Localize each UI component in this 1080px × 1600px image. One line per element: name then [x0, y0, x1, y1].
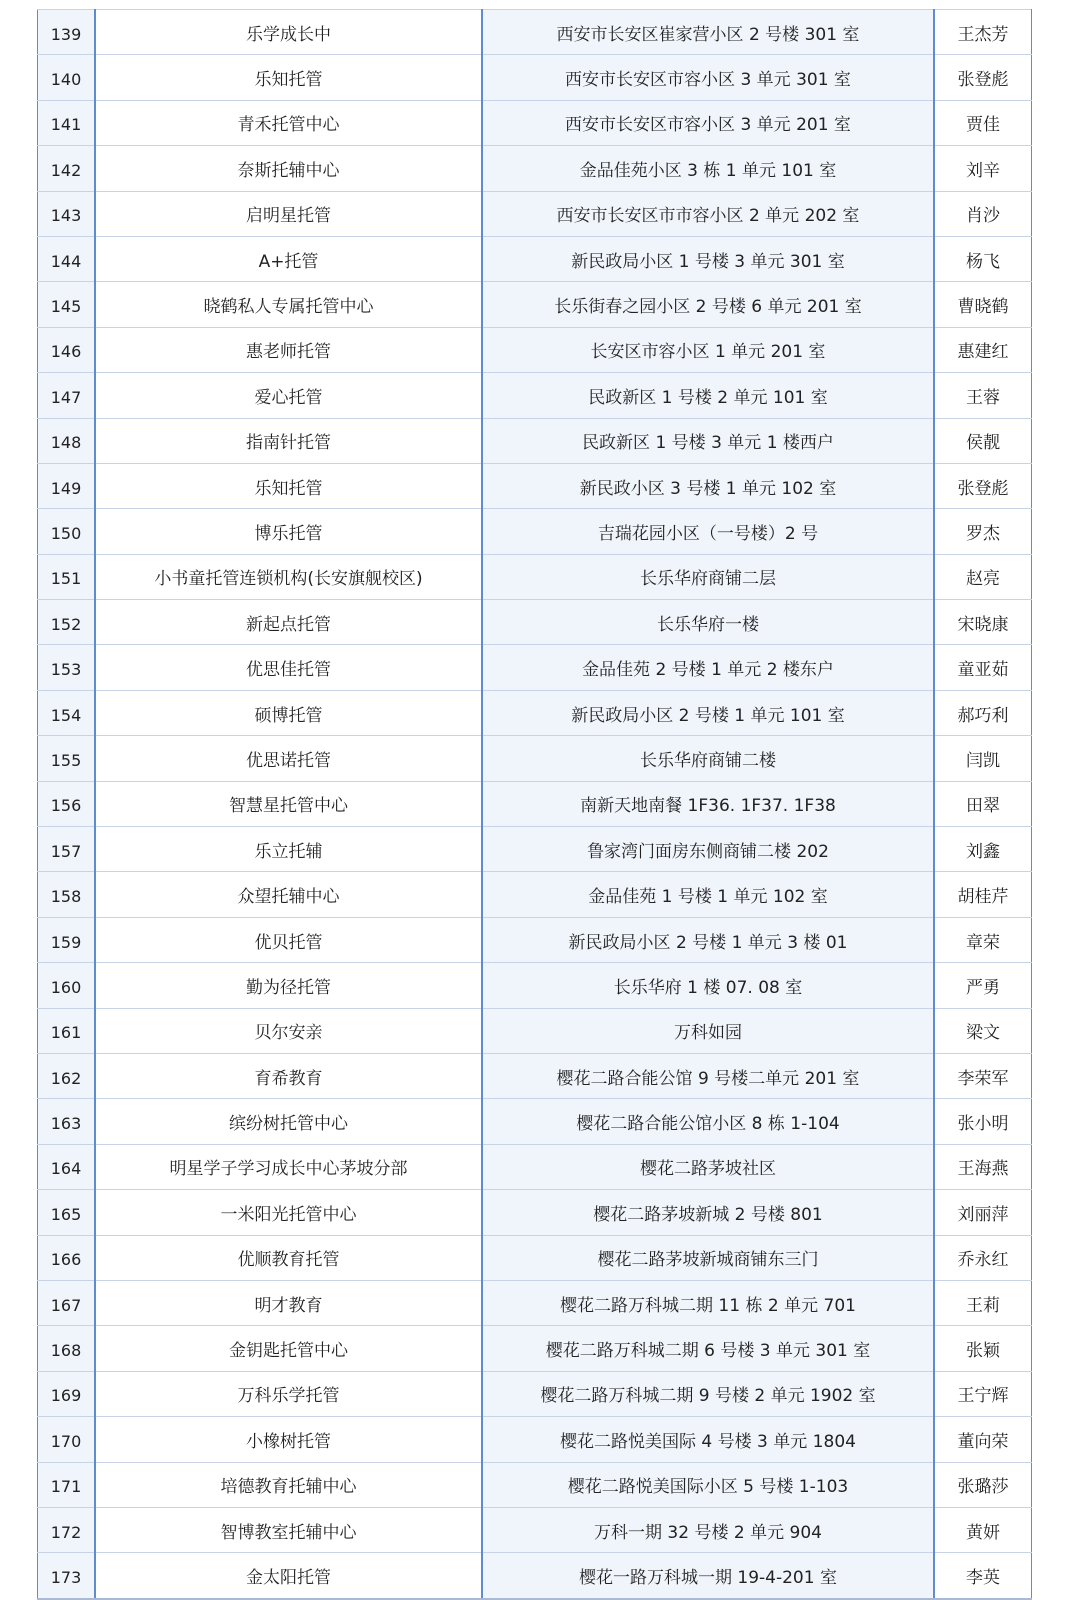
- contact-person-cell: 惠建红: [934, 327, 1032, 372]
- address-cell: 新民政局小区 2 号楼 1 单元 3 楼 01: [482, 917, 934, 962]
- table-row: [38, 1280, 1032, 1325]
- table-row: [38, 1008, 1032, 1053]
- contact-person-cell: 张颖: [934, 1326, 1032, 1371]
- table-row: [38, 1190, 1032, 1235]
- table-row: [38, 1053, 1032, 1098]
- address-cell: 长乐街春之园小区 2 号楼 6 单元 201 室: [482, 282, 934, 327]
- row-number-cell: 153: [38, 645, 96, 690]
- row-number-cell: 144: [38, 236, 96, 281]
- institution-name-cell: 奈斯托辅中心: [95, 146, 482, 191]
- contact-person-cell: 闫凯: [934, 736, 1032, 781]
- table-row: [38, 236, 1032, 281]
- address-cell: 长乐华府 1 楼 07. 08 室: [482, 963, 934, 1008]
- address-cell: 万科一期 32 号楼 2 单元 904: [482, 1507, 934, 1552]
- contact-person-cell: 刘丽萍: [934, 1190, 1032, 1235]
- table-row: [38, 1507, 1032, 1552]
- table-row: [38, 1099, 1032, 1144]
- row-number-cell: 161: [38, 1008, 96, 1053]
- row-number-cell: 148: [38, 418, 96, 463]
- row-number-cell: 149: [38, 463, 96, 508]
- table-row: [38, 1144, 1032, 1189]
- row-number-cell: 145: [38, 282, 96, 327]
- institution-name-cell: 智慧星托管中心: [95, 781, 482, 826]
- institution-name-cell: 启明星托管: [95, 191, 482, 236]
- address-cell: 新民政局小区 2 号楼 1 单元 101 室: [482, 690, 934, 735]
- institution-name-cell: 明星学子学习成长中心茅坡分部: [95, 1144, 482, 1189]
- contact-person-cell: 严勇: [934, 963, 1032, 1008]
- row-number-cell: 139: [38, 10, 96, 55]
- institution-name-cell: 新起点托管: [95, 600, 482, 645]
- table-row: [38, 191, 1032, 236]
- institution-name-cell: 万科乐学托管: [95, 1371, 482, 1416]
- institution-name-cell: 硕博托管: [95, 690, 482, 735]
- institution-name-cell: 博乐托管: [95, 509, 482, 554]
- address-cell: 南新天地南餐 1F36. 1F37. 1F38: [482, 781, 934, 826]
- row-number-cell: 146: [38, 327, 96, 372]
- table-row: [38, 827, 1032, 872]
- row-number-cell: 157: [38, 827, 96, 872]
- contact-person-cell: 梁文: [934, 1008, 1032, 1053]
- address-cell: 樱花二路茅坡新城 2 号楼 801: [482, 1190, 934, 1235]
- row-number-cell: 173: [38, 1553, 96, 1599]
- table-row: [38, 55, 1032, 100]
- contact-person-cell: 董向荣: [934, 1417, 1032, 1462]
- table-row: [38, 10, 1032, 55]
- institution-name-cell: 优思佳托管: [95, 645, 482, 690]
- address-cell: 鲁家湾门面房东侧商铺二楼 202: [482, 827, 934, 872]
- table-row: [38, 600, 1032, 645]
- table-row: [38, 554, 1032, 599]
- row-number-cell: 172: [38, 1507, 96, 1552]
- address-cell: 樱花二路万科城二期 9 号楼 2 单元 1902 室: [482, 1371, 934, 1416]
- row-number-cell: 168: [38, 1326, 96, 1371]
- table-row: [38, 736, 1032, 781]
- contact-person-cell: 贾佳: [934, 100, 1032, 145]
- institution-name-cell: 乐知托管: [95, 55, 482, 100]
- institution-name-cell: 优顺教育托管: [95, 1235, 482, 1280]
- address-cell: 民政新区 1 号楼 3 单元 1 楼西户: [482, 418, 934, 463]
- address-cell: 新民政小区 3 号楼 1 单元 102 室: [482, 463, 934, 508]
- table-row: [38, 1371, 1032, 1416]
- row-number-cell: 169: [38, 1371, 96, 1416]
- address-cell: 樱花二路悦美国际 4 号楼 3 单元 1804: [482, 1417, 934, 1462]
- institution-name-cell: 爱心托管: [95, 373, 482, 418]
- table-row: [38, 781, 1032, 826]
- address-cell: 金品佳苑 2 号楼 1 单元 2 楼东户: [482, 645, 934, 690]
- contact-person-cell: 李荣军: [934, 1053, 1032, 1098]
- contact-person-cell: 刘辛: [934, 146, 1032, 191]
- contact-person-cell: 王海燕: [934, 1144, 1032, 1189]
- institution-name-cell: 指南针托管: [95, 418, 482, 463]
- table-row: [38, 963, 1032, 1008]
- contact-person-cell: 王莉: [934, 1280, 1032, 1325]
- address-cell: 西安市长安区市容小区 3 单元 201 室: [482, 100, 934, 145]
- institution-name-cell: 智博教室托辅中心: [95, 1507, 482, 1552]
- institution-name-cell: 培德教育托辅中心: [95, 1462, 482, 1507]
- address-cell: 西安市长安区崔家营小区 2 号楼 301 室: [482, 10, 934, 55]
- contact-person-cell: 胡桂芹: [934, 872, 1032, 917]
- contact-person-cell: 郝巧利: [934, 690, 1032, 735]
- contact-person-cell: 王杰芳: [934, 10, 1032, 55]
- institution-name-cell: 乐立托辅: [95, 827, 482, 872]
- table-row: [38, 509, 1032, 554]
- contact-person-cell: 张登彪: [934, 55, 1032, 100]
- address-cell: 樱花二路茅坡社区: [482, 1144, 934, 1189]
- institution-name-cell: 惠老师托管: [95, 327, 482, 372]
- address-cell: 长乐华府商铺二层: [482, 554, 934, 599]
- contact-person-cell: 肖沙: [934, 191, 1032, 236]
- contact-person-cell: 刘鑫: [934, 827, 1032, 872]
- contact-person-cell: 杨飞: [934, 236, 1032, 281]
- institution-name-cell: 优贝托管: [95, 917, 482, 962]
- address-cell: 金品佳苑小区 3 栋 1 单元 101 室: [482, 146, 934, 191]
- table-row: [38, 146, 1032, 191]
- address-cell: 金品佳苑 1 号楼 1 单元 102 室: [482, 872, 934, 917]
- contact-person-cell: 李英: [934, 1553, 1032, 1599]
- address-cell: 樱花二路万科城二期 6 号楼 3 单元 301 室: [482, 1326, 934, 1371]
- row-number-cell: 171: [38, 1462, 96, 1507]
- row-number-cell: 143: [38, 191, 96, 236]
- table-row: [38, 282, 1032, 327]
- row-number-cell: 170: [38, 1417, 96, 1462]
- row-number-cell: 166: [38, 1235, 96, 1280]
- contact-person-cell: 黄妍: [934, 1507, 1032, 1552]
- address-cell: 万科如园: [482, 1008, 934, 1053]
- table-row: [38, 373, 1032, 418]
- row-number-cell: 141: [38, 100, 96, 145]
- address-cell: 樱花二路合能公馆小区 8 栋 1-104: [482, 1099, 934, 1144]
- institution-name-cell: 优思诺托管: [95, 736, 482, 781]
- row-number-cell: 158: [38, 872, 96, 917]
- institution-name-cell: 小橡树托管: [95, 1417, 482, 1462]
- address-cell: 西安市长安区市容小区 3 单元 301 室: [482, 55, 934, 100]
- row-number-cell: 147: [38, 373, 96, 418]
- address-cell: 吉瑞花园小区（一号楼）2 号: [482, 509, 934, 554]
- contact-person-cell: 曹晓鹤: [934, 282, 1032, 327]
- institution-name-cell: 一米阳光托管中心: [95, 1190, 482, 1235]
- row-number-cell: 165: [38, 1190, 96, 1235]
- table-row: [38, 1462, 1032, 1507]
- address-cell: 樱花一路万科城一期 19-4-201 室: [482, 1553, 934, 1599]
- institution-name-cell: 育希教育: [95, 1053, 482, 1098]
- row-number-cell: 164: [38, 1144, 96, 1189]
- address-cell: 民政新区 1 号楼 2 单元 101 室: [482, 373, 934, 418]
- contact-person-cell: 乔永红: [934, 1235, 1032, 1280]
- institution-name-cell: 明才教育: [95, 1280, 482, 1325]
- table-row: [38, 1235, 1032, 1280]
- table-row: [38, 690, 1032, 735]
- row-number-cell: 142: [38, 146, 96, 191]
- institution-name-cell: 乐知托管: [95, 463, 482, 508]
- contact-person-cell: 章荣: [934, 917, 1032, 962]
- address-cell: 西安市长安区市市容小区 2 单元 202 室: [482, 191, 934, 236]
- contact-person-cell: 赵亮: [934, 554, 1032, 599]
- institution-name-cell: 金钥匙托管中心: [95, 1326, 482, 1371]
- contact-person-cell: 王宁辉: [934, 1371, 1032, 1416]
- table-row: [38, 917, 1032, 962]
- address-cell: 长乐华府一楼: [482, 600, 934, 645]
- table-row: [38, 463, 1032, 508]
- row-number-cell: 154: [38, 690, 96, 735]
- institution-name-cell: 众望托辅中心: [95, 872, 482, 917]
- contact-person-cell: 童亚茹: [934, 645, 1032, 690]
- row-number-cell: 167: [38, 1280, 96, 1325]
- row-number-cell: 162: [38, 1053, 96, 1098]
- institution-name-cell: 金太阳托管: [95, 1553, 482, 1599]
- table-row: [38, 1417, 1032, 1462]
- row-number-cell: 156: [38, 781, 96, 826]
- row-number-cell: 160: [38, 963, 96, 1008]
- table-row: [38, 1553, 1032, 1599]
- contact-person-cell: 罗杰: [934, 509, 1032, 554]
- address-cell: 樱花二路合能公馆 9 号楼二单元 201 室: [482, 1053, 934, 1098]
- contact-person-cell: 张璐莎: [934, 1462, 1032, 1507]
- table-row: [38, 327, 1032, 372]
- address-cell: 樱花二路悦美国际小区 5 号楼 1-103: [482, 1462, 934, 1507]
- address-cell: 新民政局小区 1 号楼 3 单元 301 室: [482, 236, 934, 281]
- institution-name-cell: 贝尔安亲: [95, 1008, 482, 1053]
- row-number-cell: 159: [38, 917, 96, 962]
- contact-person-cell: 侯靓: [934, 418, 1032, 463]
- institution-name-cell: 小书童托管连锁机构(长安旗舰校区): [95, 554, 482, 599]
- row-number-cell: 140: [38, 55, 96, 100]
- contact-person-cell: 张小明: [934, 1099, 1032, 1144]
- row-number-cell: 152: [38, 600, 96, 645]
- institution-name-cell: 勤为径托管: [95, 963, 482, 1008]
- institution-name-cell: 晓鹤私人专属托管中心: [95, 282, 482, 327]
- contact-person-cell: 张登彪: [934, 463, 1032, 508]
- address-cell: 长乐华府商铺二楼: [482, 736, 934, 781]
- contact-person-cell: 宋晓康: [934, 600, 1032, 645]
- address-cell: 樱花二路万科城二期 11 栋 2 单元 701: [482, 1280, 934, 1325]
- table-row: [38, 100, 1032, 145]
- contact-person-cell: 王蓉: [934, 373, 1032, 418]
- address-cell: 长安区市容小区 1 单元 201 室: [482, 327, 934, 372]
- table-body: [38, 10, 1032, 1599]
- row-number-cell: 155: [38, 736, 96, 781]
- table-row: [38, 418, 1032, 463]
- row-number-cell: 150: [38, 509, 96, 554]
- contact-person-cell: 田翠: [934, 781, 1032, 826]
- table-row: [38, 645, 1032, 690]
- institution-name-cell: 缤纷树托管中心: [95, 1099, 482, 1144]
- institution-name-cell: A+托管: [95, 236, 482, 281]
- table-row: [38, 1326, 1032, 1371]
- row-number-cell: 163: [38, 1099, 96, 1144]
- institution-name-cell: 青禾托管中心: [95, 100, 482, 145]
- row-number-cell: 151: [38, 554, 96, 599]
- institution-name-cell: 乐学成长中: [95, 10, 482, 55]
- address-cell: 樱花二路茅坡新城商铺东三门: [482, 1235, 934, 1280]
- table-row: [38, 872, 1032, 917]
- institution-table: [37, 9, 1032, 1600]
